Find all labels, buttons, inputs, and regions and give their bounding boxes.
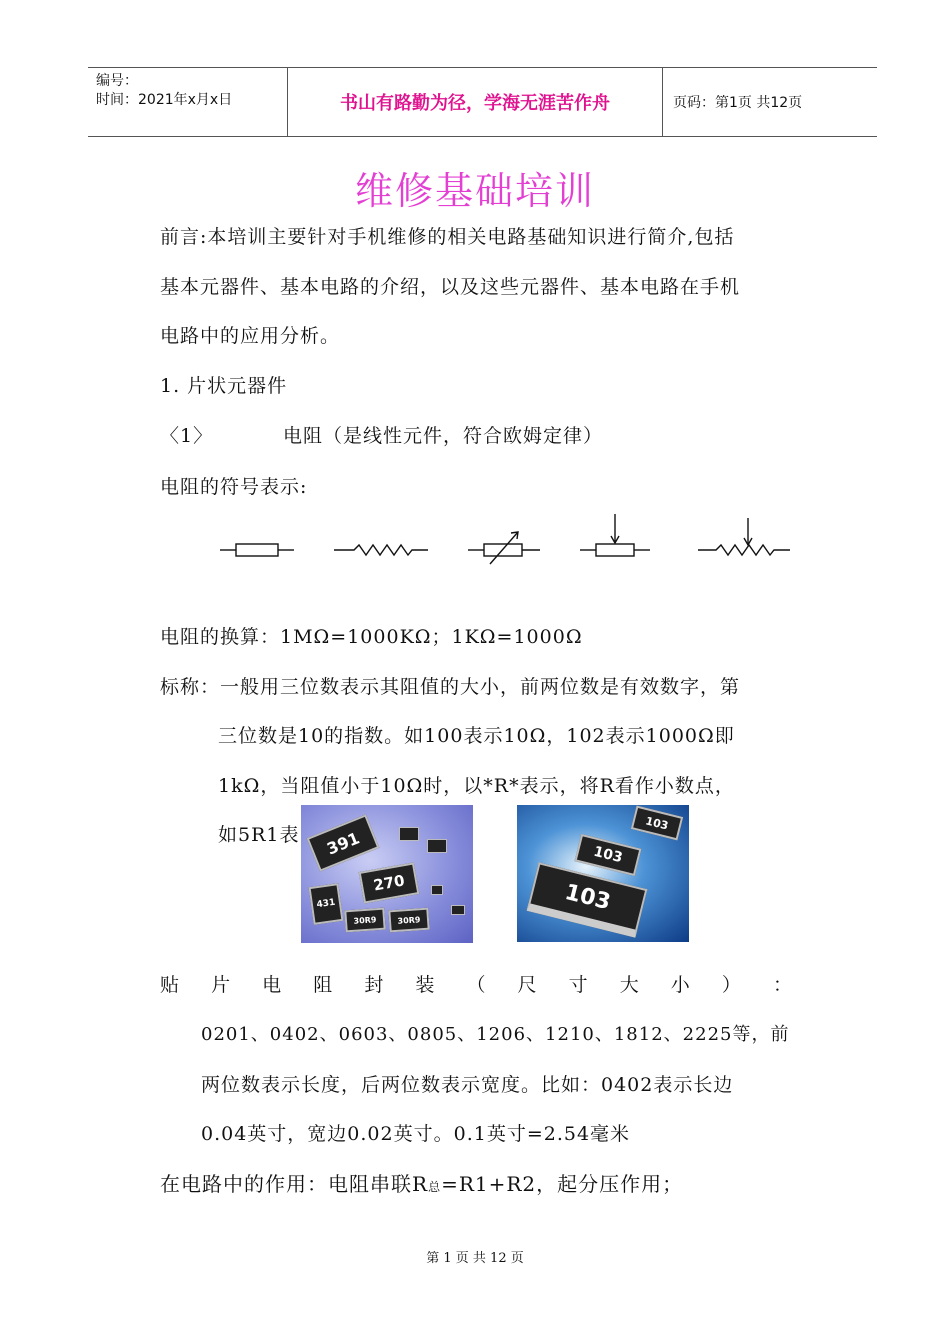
package-heading-char: 装 [415, 974, 435, 996]
package-heading-char: （ [466, 974, 486, 996]
zigzag-resistor-symbol [334, 545, 428, 555]
zigzag-potentiometer-symbol [698, 518, 790, 555]
network-chip-mid: 103 [575, 834, 642, 876]
resistor-network-photo [517, 805, 689, 942]
package-heading [160, 970, 792, 997]
number-label: 编号： [96, 73, 138, 89]
package-heading-char: 阻 [313, 974, 333, 996]
potentiometer-symbol [580, 514, 650, 556]
time-label: 时间：2021年x月x日 [96, 92, 233, 108]
section-heading-1: 1. 片状元器件 [160, 375, 288, 397]
package-heading-char: ： [772, 974, 792, 996]
preface-line-3: 电路中的应用分析。 [160, 325, 341, 347]
package-heading-char: 小 [670, 974, 690, 996]
chip-small-c [431, 885, 443, 895]
package-heading-char: 尺 [517, 974, 537, 996]
package-heading-char: 寸 [568, 974, 588, 996]
chip-431: 431 [309, 883, 344, 925]
role-prefix: 在电路中的作用：电阻串联R [160, 1172, 429, 1196]
network-chip-small: 103 [631, 806, 683, 841]
role-line [160, 1168, 683, 1197]
label-line-3: 1kΩ，当阻值小于10Ω时，以*R*表示，将R看作小数点， [218, 775, 735, 797]
preface-line-2: 基本元器件、基本电路的介绍，以及这些元器件、基本电路在手机 [160, 276, 741, 298]
chip-391: 391 [307, 814, 380, 871]
package-heading-char: ） [721, 974, 741, 996]
variable-resistor-symbol [468, 532, 540, 564]
package-heading-char: 电 [262, 974, 282, 996]
symbol-caption: 电阻的符号表示: [160, 476, 308, 498]
document-title: 维修基础培训 [354, 169, 595, 213]
chip-30r9-b: 30R9 [388, 908, 429, 933]
package-heading-char: 封 [364, 974, 384, 996]
header-page-label: 页码：第1页 共12页 [673, 95, 803, 111]
fixed-resistor-symbol [220, 544, 294, 556]
label-line-4: 如5R1表 [218, 824, 300, 846]
package-line-1: 0201、0402、0603、0805、1206、1210、1812、2225等，前 [201, 1024, 790, 1045]
chip-small-b [427, 839, 447, 853]
label-line-2: 三位数是10的指数。如100表示10Ω，102表示1000Ω即 [218, 725, 735, 747]
chip-270: 270 [359, 862, 420, 903]
item-text: 电阻（是线性元件，符合欧姆定律） [283, 425, 604, 447]
package-heading-char: 大 [619, 974, 639, 996]
package-heading-char: 片 [211, 974, 231, 996]
label-line-1: 标称：一般用三位数表示其阻值的大小，前两位数是有效数字，第 [160, 676, 741, 698]
header-motto: 书山有路勤为径，学海无涯苦作舟 [288, 68, 663, 136]
role-suffix: =R1+R2，起分压作用； [441, 1172, 684, 1196]
chip-resistors-photo [301, 805, 473, 943]
package-heading-char: 贴 [160, 974, 180, 996]
page-header [88, 67, 877, 137]
role-subscript: 总 [428, 1180, 442, 1194]
chip-small-d [451, 905, 465, 915]
item-number: 〈1〉 [160, 425, 214, 447]
resistor-symbols [218, 510, 798, 570]
preface-line-1: 前言:本培训主要针对手机维修的相关电路基础知识进行简介,包括 [160, 226, 735, 248]
package-line-2: 两位数表示长度，后两位数表示宽度。比如：0402表示长边 [201, 1074, 734, 1096]
network-chip-large: 103 [527, 862, 648, 938]
chip-30r9-a: 30R9 [344, 908, 385, 933]
conversion-line: 电阻的换算：1MΩ=1000KΩ；1KΩ=1000Ω [160, 626, 583, 648]
chip-small-a [399, 827, 419, 841]
page-footer: 第 1 页 共 12 页 [426, 1251, 524, 1266]
header-meta [88, 68, 288, 136]
package-line-3: 0.04英寸，宽边0.02英寸。0.1英寸=2.54毫米 [201, 1123, 631, 1145]
